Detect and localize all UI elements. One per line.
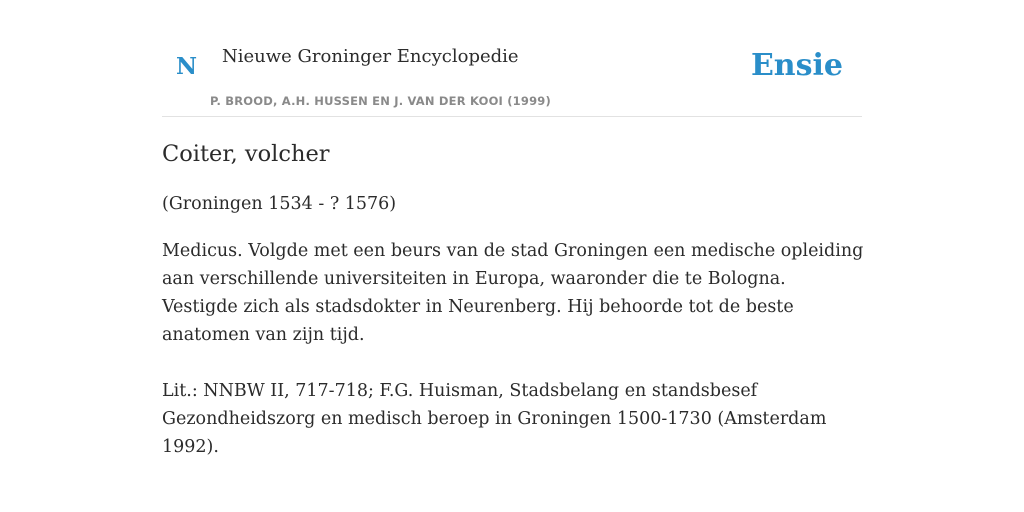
book-title-link[interactable]: Nieuwe Groninger Encyclopedie: [222, 46, 519, 67]
entry-literature: [162, 377, 867, 461]
book-header: [162, 0, 862, 117]
entry-title: Coiter, volcher: [162, 141, 330, 167]
book-authors: P. BROOD, A.H. HUSSEN EN J. VAN DER KOOI (1999): [210, 94, 551, 108]
book-logo-icon[interactable]: N: [176, 53, 198, 80]
literature-line-1: Lit.: NNBW II, 717-718; F.G. Huisman, Stadsbelang en standsbesef: [162, 381, 758, 401]
entry-content: [162, 138, 867, 461]
ensie-logo-link[interactable]: Ensie: [750, 48, 843, 83]
entry-body: Medicus. Volgde met een beurs van de stad Groningen een medische opleiding aan verschillende universiteiten in Europa, waaronder die te Bologna. Vestigde zich als stadsdokter in Neurenberg. Hij behoorde tot de beste anatomen van zijn tijd.: [162, 241, 864, 345]
entry-dates: (Groningen 1534 - ? 1576): [162, 194, 397, 214]
literature-line-2: Gezondheidszorg en medisch beroep in Groningen 1500-1730 (Amsterdam 1992).: [162, 409, 827, 457]
